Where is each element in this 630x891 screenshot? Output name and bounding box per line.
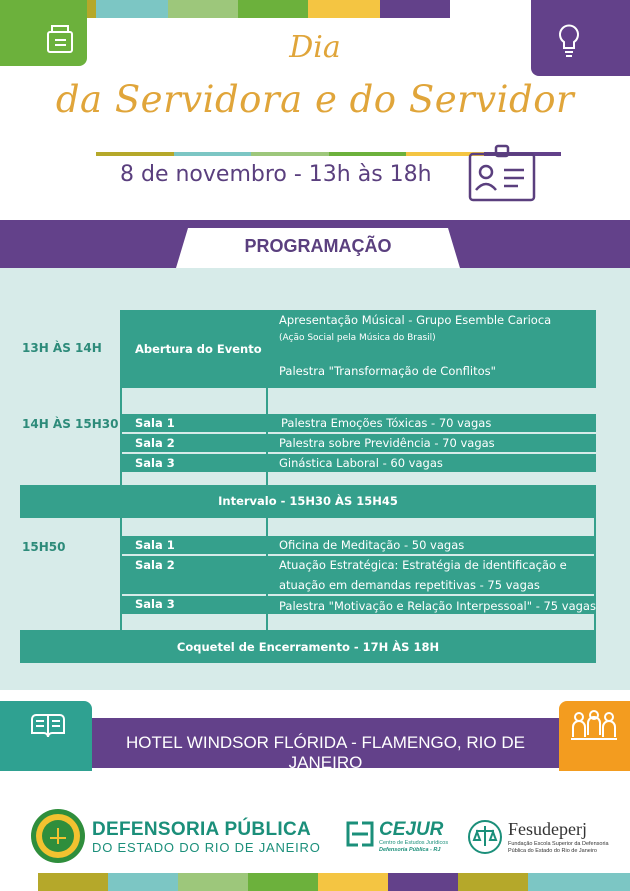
room-label: Sala 2: [135, 436, 175, 450]
cejur-subtitle-2: Defensoria Pública - RJ: [379, 847, 441, 853]
book-icon-box: [0, 701, 92, 771]
activity-text: Palestra "Motivação e Relação Interpessoal" - 75 vagas: [279, 599, 596, 613]
room-label: Sala 3: [135, 597, 175, 611]
people-group-icon: [559, 701, 630, 771]
id-badge-icon: [466, 142, 538, 204]
defensoria-title: DEFENSORIA PÚBLICA: [92, 819, 311, 840]
cejur-subtitle-1: Centro de Estudos Jurídicos: [379, 840, 449, 846]
room-label: Sala 1: [135, 416, 175, 430]
defensoria-seal-logo: [30, 808, 86, 864]
people-group-icon-box: [559, 701, 630, 771]
activity-text: Oficina de Meditação - 50 vagas: [279, 538, 465, 552]
time-label: 15H50: [22, 540, 66, 554]
room-label: Sala 3: [135, 456, 175, 470]
fesudeperj-name: Fesudeperj: [508, 819, 587, 839]
activity-text: Palestra "Transformação de Conflitos": [279, 364, 496, 378]
cejur-name: CEJUR: [379, 819, 444, 840]
room-label: Sala 2: [135, 558, 175, 572]
activity-text: Ginástica Laboral - 60 vagas: [279, 456, 443, 470]
time-label: 13H ÀS 14H: [22, 341, 102, 355]
venue-text: HOTEL WINDSOR FLÓRIDA - FLAMENGO, RIO DE JANEIRO: [126, 733, 525, 772]
activity-text: Palestra Emoções Tóxicas - 70 vagas: [281, 416, 492, 430]
room-label: Sala 1: [135, 538, 175, 552]
event-date: 8 de novembro - 13h às 18h: [120, 162, 432, 187]
fesudeperj-logo-icon: [466, 818, 504, 856]
activity-text: Atuação Estratégica: Estratégia de identificação e: [279, 558, 567, 572]
time-label: 14H ÀS 15H30: [22, 417, 119, 431]
fesudeperj-subtitle-2: Pública do Estado do Rio de Janeiro: [508, 848, 597, 854]
title-dia: Dia: [289, 30, 341, 65]
interval-label: Intervalo - 15H30 ÀS 15H45: [218, 494, 398, 508]
cejur-logo-icon: [344, 820, 376, 848]
activity-text: atuação em demandas repetitivas - 75 vagas: [279, 578, 540, 592]
title-main: da Servidora e do Servidor: [55, 78, 575, 121]
bottom-color-strip: [0, 873, 630, 891]
closing-label: Coquetel de Encerramento - 17H ÀS 18H: [176, 640, 440, 654]
activity-text: Palestra sobre Previdência - 70 vagas: [279, 436, 495, 450]
defensoria-subtitle: DO ESTADO DO RIO DE JANEIRO: [92, 840, 321, 855]
activity-text: Apresentação Músical - Grupo Esemble Carioca: [279, 313, 552, 327]
book-icon: [0, 701, 92, 771]
program-heading: PROGRAMAÇÃO: [244, 236, 392, 256]
activity-subtext: (Ação Social pela Música do Brasil): [279, 333, 436, 343]
event-title: Abertura do Evento: [135, 342, 262, 356]
fesudeperj-subtitle-1: Fundação Escola Superior da Defensoria: [508, 841, 609, 847]
